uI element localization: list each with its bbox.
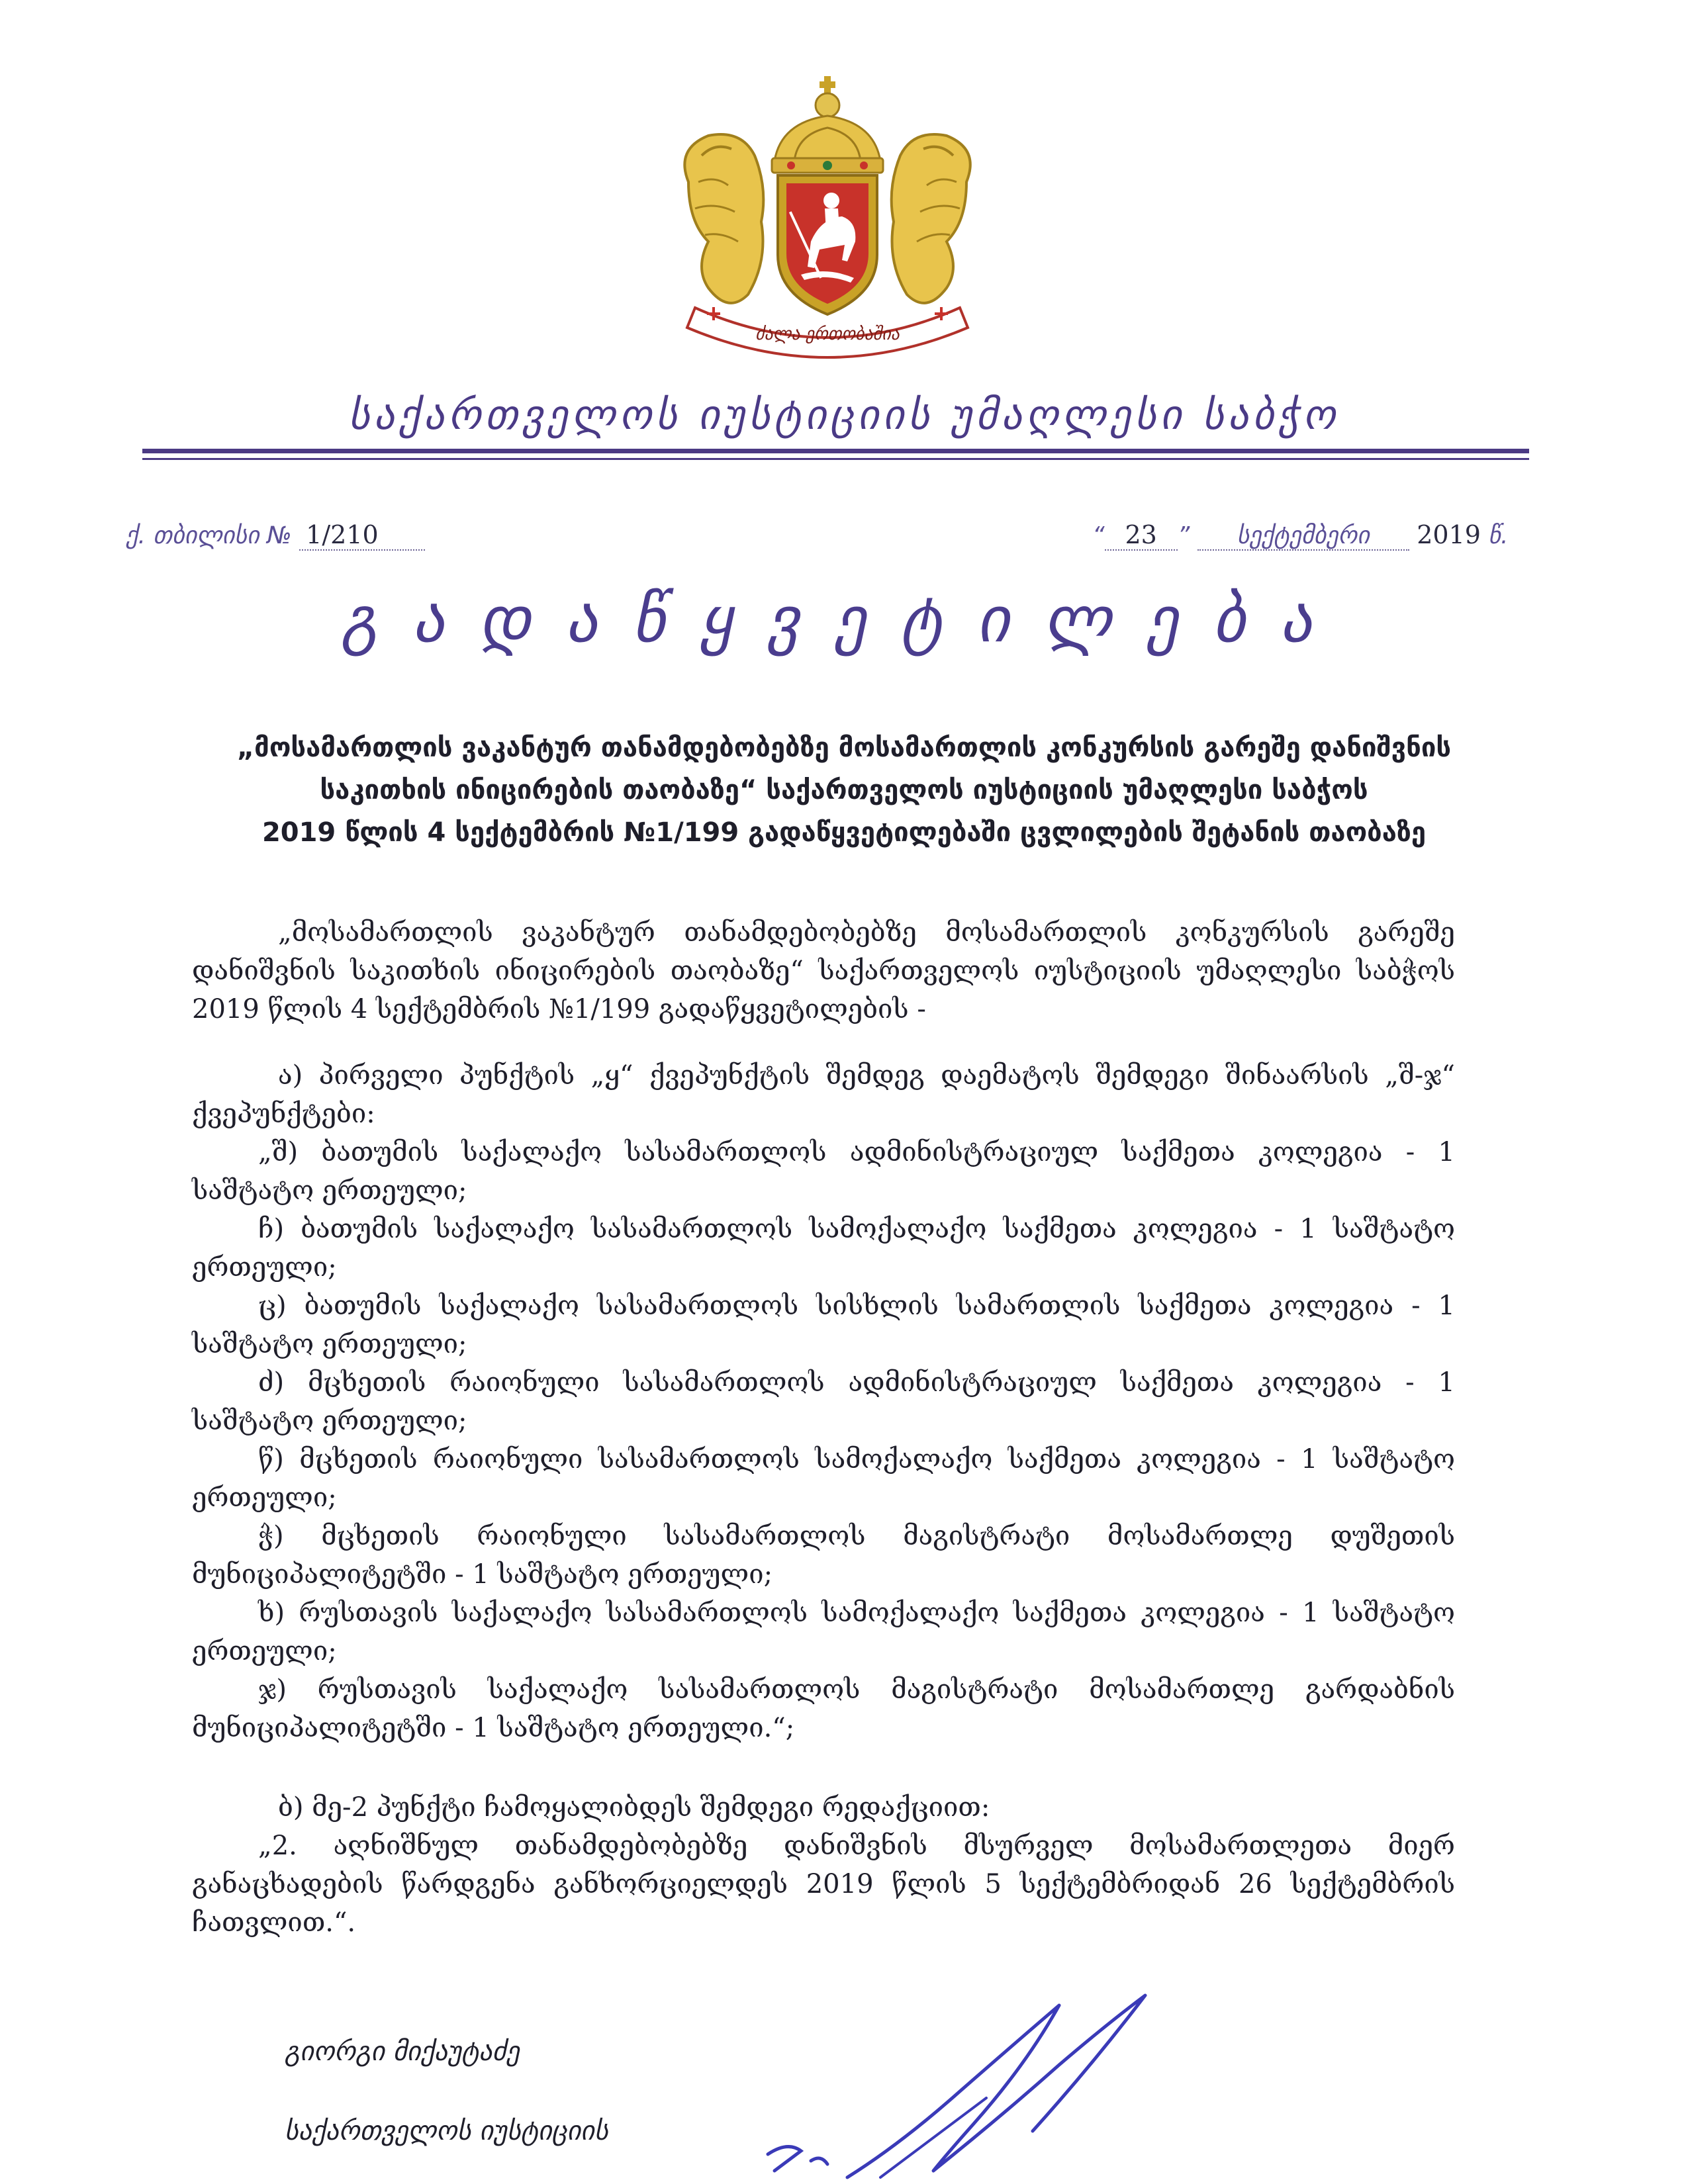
signer-title: საქართველოს იუსტიციის xyxy=(285,2116,608,2146)
lion-right-icon xyxy=(892,134,970,303)
sub-item: ც) ბათუმის საქალაქო სასამართლოს სისხლის სამართლის საქმეთა კოლეგია - 1 საშტატო ერთეული; xyxy=(192,1291,1455,1359)
item-b-text: „2. აღნიშნულ თანამდებობებზე დანიშვნის მსურველ მოსამართლეთა მიერ განაცხადების წარდგენა განხორციელდეს 2019 წლის 5 სექტემბრიდან 26 სექტემბრის ჩათვლით.“. xyxy=(192,1831,1455,1938)
date-year: 2019 xyxy=(1417,520,1481,549)
signer-name: გიორგი მიქაუტაძე xyxy=(285,2036,520,2067)
sub-item: ჩ) ბათუმის საქალაქო სასამართლოს სამოქალაქო საქმეთა კოლეგია - 1 საშტატო ერთეული; xyxy=(192,1214,1455,1283)
handwritten-signature xyxy=(748,1992,1178,2184)
sub-item: წ) მცხეთის რაიონული სასამართლოს სამოქალაქო საქმეთა კოლეგია - 1 საშტატო ერთეული; xyxy=(192,1444,1455,1513)
document-date xyxy=(1092,520,1508,551)
decision-title: გადაწყვეტილება xyxy=(341,582,1347,657)
subject-line-2: საკითხის ინიცირების თაობაზე“ საქართველოს იუსტიციის უმაღლესი საბჭოს xyxy=(320,775,1368,805)
body-intro: „მოსამართლის ვაკანტურ თანამდებობებზე მოსამართლის კონკურსის გარეშე დანიშვნის საკითხის ინიცირების თაობაზე“ საქართველოს იუსტიციის უმაღლესი საბჭოს 2019 წლის 4 სექტემბრის №1/199 გადაწყვეტილების - xyxy=(192,917,1455,1024)
item-b: ბ) მე-2 პუნქტი ჩამოყალიბდეს შემდეგი რედაქციით: xyxy=(278,1792,990,1823)
date-quote-close: ” xyxy=(1177,522,1190,549)
motto-text: ძალა ერთობაშია xyxy=(755,324,900,344)
sub-item: ხ) რუსთავის საქალაქო სასამართლოს სამოქალაქო საქმეთა კოლეგია - 1 საშტატო ერთეული; xyxy=(192,1598,1455,1666)
sub-item: ჯ) რუსთავის საქალაქო სასამართლოს მაგისტრატი მოსამართლე გარდაბნის მუნიციპალიტეტში - 1 საშტატო ერთეული.“; xyxy=(192,1674,1455,1743)
document-number: 1/210 xyxy=(299,520,425,551)
sub-item: „შ) ბათუმის საქალაქო სასამართლოს ადმინისტრაციულ საქმეთა კოლეგია - 1 საშტატო ერთეული; xyxy=(192,1137,1455,1206)
date-month: სექტემბერი xyxy=(1197,522,1409,551)
date-day: 23 xyxy=(1105,520,1178,551)
shield-icon xyxy=(778,175,877,314)
date-year-suffix: წ. xyxy=(1488,522,1509,549)
document-place-number xyxy=(126,520,425,551)
decision-body xyxy=(192,913,1455,1942)
council-name-heading: საქართველოს იუსტიციის უმაღლესი საბჭო xyxy=(348,390,1340,439)
header-divider-thick xyxy=(142,449,1529,453)
city-label: ქ. თბილისი № xyxy=(126,522,292,549)
date-quote-open: “ xyxy=(1092,522,1105,549)
lion-left-icon xyxy=(684,134,763,303)
crown-icon xyxy=(772,76,883,173)
header-divider-thin xyxy=(142,458,1529,460)
coat-of-arms-emblem xyxy=(669,76,986,361)
subject-line-1: „მოსამართლის ვაკანტურ თანამდებობებზე მოსამართლის კონკურსის გარეშე დანიშვნის xyxy=(236,733,1452,763)
sub-item: ჭ) მცხეთის რაიონული სასამართლოს მაგისტრატი მოსამართლე დუშეთის მუნიციპალიტეტში - 1 საშტატო ერთეული; xyxy=(192,1521,1455,1590)
item-a: ა) პირველი პუნქტის „ყ“ ქვეპუნქტის შემდეგ დაემატოს შემდეგი შინაარსის „შ-ჯ“ ქვეპუნქტები: xyxy=(192,1060,1455,1129)
sub-item: ძ) მცხეთის რაიონული სასამართლოს ადმინისტრაციულ საქმეთა კოლეგია - 1 საშტატო ერთეული; xyxy=(192,1367,1455,1436)
decision-subject xyxy=(172,727,1516,854)
subject-line-3: 2019 წლის 4 სექტემბრის №1/199 გადაწყვეტილებაში ცვლილების შეტანის თაობაზე xyxy=(261,817,1427,848)
